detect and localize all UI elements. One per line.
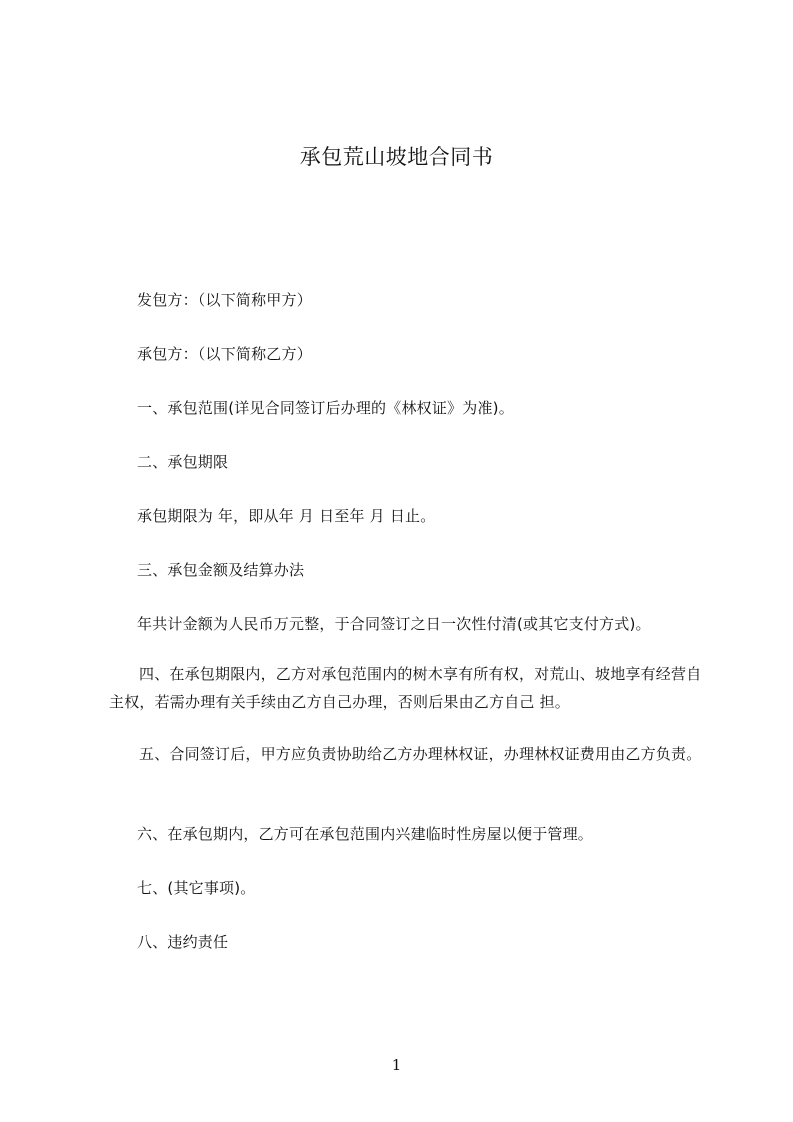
paragraph-liability: 八、违约责任 [137,933,229,951]
paragraph-other-matters: 七、(其它事项)。 [137,879,256,897]
paragraph-term-heading: 二、承包期限 [137,453,229,471]
paragraph-amount-heading: 三、承包金额及结算办法 [137,561,305,579]
paragraph-contractor: 发包方：（以下简称甲方） [137,291,312,309]
paragraph-certificate: 五、合同签订后，甲方应负责协助给乙方办理林权证，办理林权证费用由乙方负责。 [139,745,702,763]
document-title: 承包荒山坡地合同书 [299,145,494,169]
paragraph-scope: 一、承包范围(详见合同签订后办理的《林权证》为准)。 [137,399,514,417]
paragraph-amount: 年共计金额为人民币万元整，于合同签订之日一次性付清(或其它支付方式)。 [137,615,651,633]
page-number: 1 [391,1056,402,1074]
paragraph-term: 承包期限为 年，即从年 月 日至年 月 日止。 [137,507,436,525]
paragraph-rights: 四、在承包期限内，乙方对承包范围内的树木享有所有权，对荒山、坡地享有经营自主权，若需办理有关手续由乙方自己办理，否则后果由乙方自己 担。 [109,665,702,711]
paragraph-housing: 六、在承包期内，乙方可在承包范围内兴建临时性房屋以便于管理。 [137,825,594,843]
paragraph-contractee: 承包方：（以下简称乙方） [137,345,312,363]
